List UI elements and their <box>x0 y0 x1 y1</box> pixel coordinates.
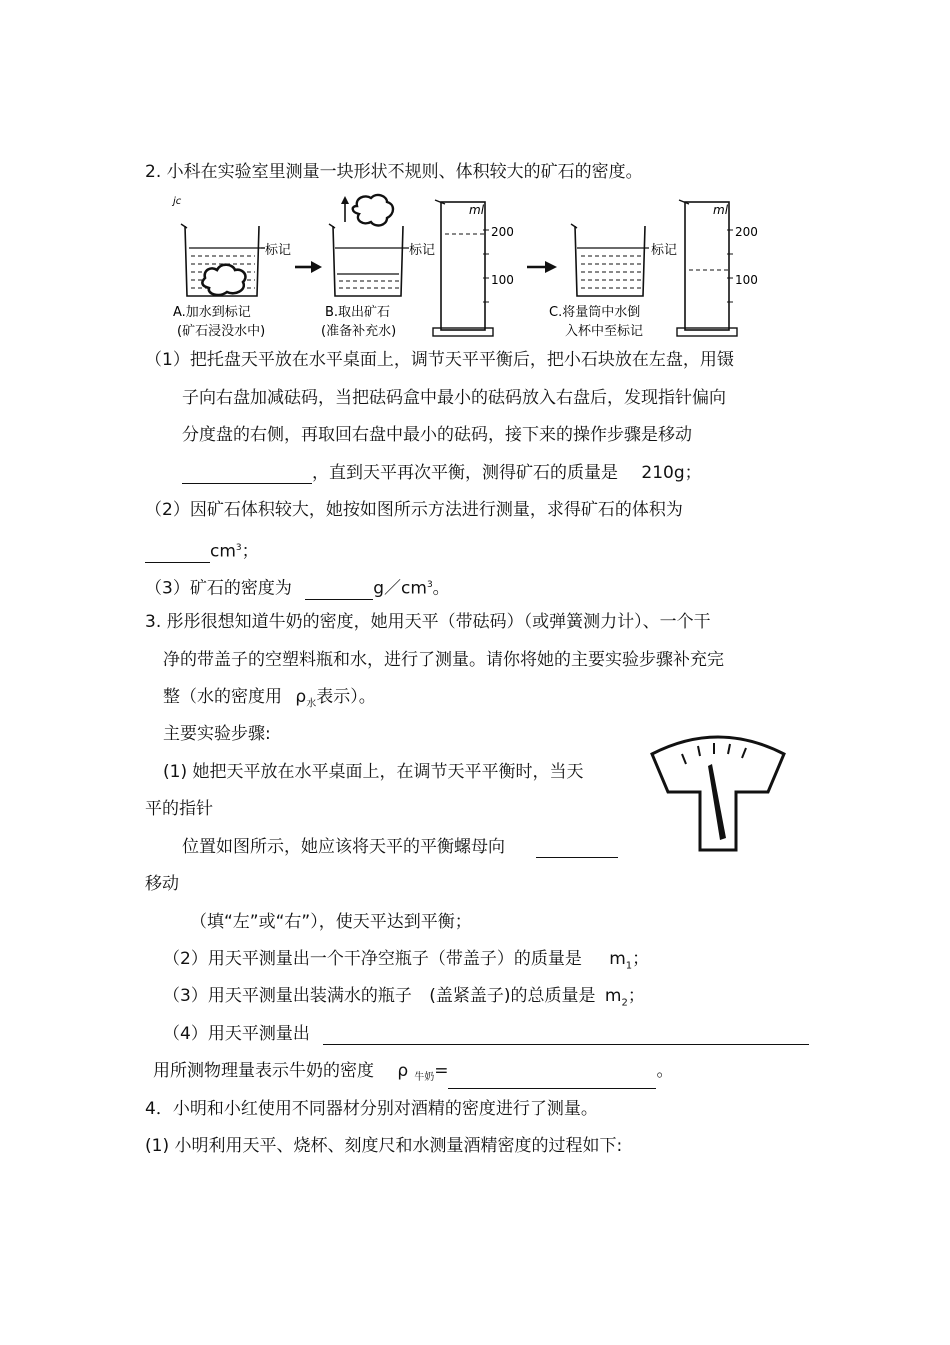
beaker-a-mark-label: 标记 <box>265 243 292 258</box>
q2-density-unit: g／cm <box>373 578 427 599</box>
blank-milk-density-formula[interactable] <box>448 1070 656 1089</box>
beaker-c-mark-label: 标记 <box>651 243 678 258</box>
ore-rock-icon <box>202 265 245 295</box>
q3-line1: 3. 彤彤很想知道牛奶的密度，她用天平（带砝码）（或弹簧测力计）、一个干 <box>145 612 711 632</box>
q3-step4 <box>163 1023 809 1045</box>
q2-ore-mass: 210g； <box>641 463 702 483</box>
beaker-c <box>571 224 649 296</box>
beaker-b <box>329 224 409 296</box>
caption-b-line1: B.取出矿石 <box>325 305 391 320</box>
caption-b-line2: (准备补充水) <box>321 324 397 339</box>
arrow-up-icon <box>341 196 349 222</box>
q3-step2 <box>163 948 649 977</box>
q3-formula-tail: 。 <box>656 1061 674 1081</box>
q3-steps-title: 主要实验步骤: <box>163 724 271 744</box>
dial-scale-ticks <box>682 743 746 764</box>
q2-p2-line1: （2）因矿石体积较大，她按如图所示方法进行测量，求得矿石的体积为 <box>145 500 683 520</box>
q3-step1-line2: 平的指针 <box>145 799 213 819</box>
q3-line3-a: 整（水的密度用 <box>163 687 282 707</box>
q3-formula-line <box>153 1060 673 1089</box>
beaker-a <box>181 224 265 296</box>
balance-pointer <box>708 764 726 840</box>
figure-corner-mark: jc <box>173 196 182 207</box>
m2-subscript: 2 <box>621 997 628 1009</box>
caption-a-line1: A.加水到标记 <box>173 305 251 320</box>
m2-symbol: m <box>604 986 622 1006</box>
m1-symbol: m <box>609 949 626 969</box>
cylinder-1-unit: ml <box>469 203 485 217</box>
q2-p1-line3: 分度盘的右侧，再取回右盘中最小的砝码，接下来的操作步骤是移动 <box>182 425 692 445</box>
q3-step2-tail: ； <box>632 949 650 969</box>
q3-line2: 净的带盖子的空塑料瓶和水，进行了测量。请你将她的主要实验步骤补充完 <box>163 650 724 670</box>
caption-a-line2: (矿石浸没水中) <box>177 324 266 339</box>
q2-p1-line1: （1）把托盘天平放在水平桌面上，调节天平平衡后，把小石块放在左盘，用镊 <box>145 350 734 370</box>
q3-formula-text: 用所测物理量表示牛奶的密度 <box>153 1061 374 1081</box>
q2-volume-unit: cm <box>210 541 236 562</box>
blank-step4-measurement[interactable] <box>323 1026 809 1045</box>
caption-c-line1: C.将量筒中水倒 <box>549 305 641 320</box>
cylinder-2-tick-200: 200 <box>735 225 758 239</box>
q2-p3-text: （3）矿石的密度为 <box>145 578 292 599</box>
arrow-right-icon <box>527 261 557 273</box>
blank-move-item[interactable] <box>182 465 312 484</box>
q3-step3-tail: ； <box>627 986 645 1006</box>
q2-p3-line: （3）矿石的密度为 $g/cm^3$。 <box>145 578 450 599</box>
q3-line3-b: 表示）。 <box>316 687 376 707</box>
q3-step1-line3-text: 位置如图所示，她应该将天平的平衡螺母向 <box>182 837 505 857</box>
q3-step3-text: （3）用天平测量出装满水的瓶子 <box>163 986 412 1006</box>
q2-p1-line2: 子向右盘加减砝码，当把砝码盒中最小的砝码放入右盘后，发现指针偏向 <box>182 388 726 408</box>
q2-p2-line2: $cm^3$； <box>145 537 259 563</box>
q3-step4-text: （4）用天平测量出 <box>163 1024 310 1044</box>
caption-c-line2: 入杯中至标记 <box>565 324 644 339</box>
q2-p1-line4-text: ，直到天平再次平衡，测得矿石的质量是 <box>312 463 618 483</box>
q3-step1-line1: (1) 她把天平放在水平桌面上，在调节天平平衡时，当天 <box>163 762 584 782</box>
rho-milk-subscript: 牛奶 <box>414 1072 435 1084</box>
cylinder-1-tick-100: 100 <box>491 273 514 287</box>
cylinder-2-tick-100: 100 <box>735 273 758 287</box>
lifted-ore-rock-icon <box>353 195 393 225</box>
arrow-right-icon <box>295 261 322 273</box>
q3-step3-paren: (盖紧盖子)的总质量是 <box>429 986 596 1006</box>
rho-symbol: ρ <box>295 687 307 707</box>
beaker-b-mark-label: 标记 <box>409 243 436 258</box>
rho-water-subscript: 水 <box>306 698 317 710</box>
balance-dial-figure <box>648 726 788 856</box>
rho-milk-symbol: ρ <box>397 1061 409 1081</box>
q2-title: 2. 小科在实验室里测量一块形状不规则、体积较大的矿石的密度。 <box>145 162 643 182</box>
cylinder-2-unit: ml <box>713 203 729 217</box>
q3-step3 <box>163 985 645 1014</box>
q2-p1-line4 <box>182 462 702 484</box>
m1-subscript: 1 <box>625 960 633 972</box>
q3-step1-line5: （填“左”或“右”），使天平达到平衡； <box>190 912 472 932</box>
formula-equals: = <box>434 1061 449 1081</box>
q4-line1: 4．小明和小红使用不同器材分别对酒精的密度进行了测量。 <box>145 1099 598 1119</box>
q3-line3 <box>163 686 376 715</box>
q2-figure <box>165 192 785 347</box>
q2-p2-tail: ； <box>241 541 259 562</box>
q4-line2: (1) 小明利用天平、烧杯、刻度尺和水测量酒精密度的过程如下: <box>145 1136 623 1156</box>
blank-nut-direction[interactable] <box>536 839 618 858</box>
q2-p3-tail: 。 <box>432 578 450 599</box>
q3-step1-line4: 移动 <box>145 874 179 894</box>
q3-step2-text: （2）用天平测量出一个干净空瓶子（带盖子）的质量是 <box>163 949 582 969</box>
cylinder-1-tick-200: 200 <box>491 225 514 239</box>
measuring-cylinder-2 <box>677 200 737 336</box>
q3-step1-line3 <box>182 836 618 858</box>
blank-ore-density[interactable] <box>305 581 373 600</box>
blank-ore-volume[interactable] <box>145 544 210 563</box>
measuring-cylinder-1 <box>433 200 493 336</box>
